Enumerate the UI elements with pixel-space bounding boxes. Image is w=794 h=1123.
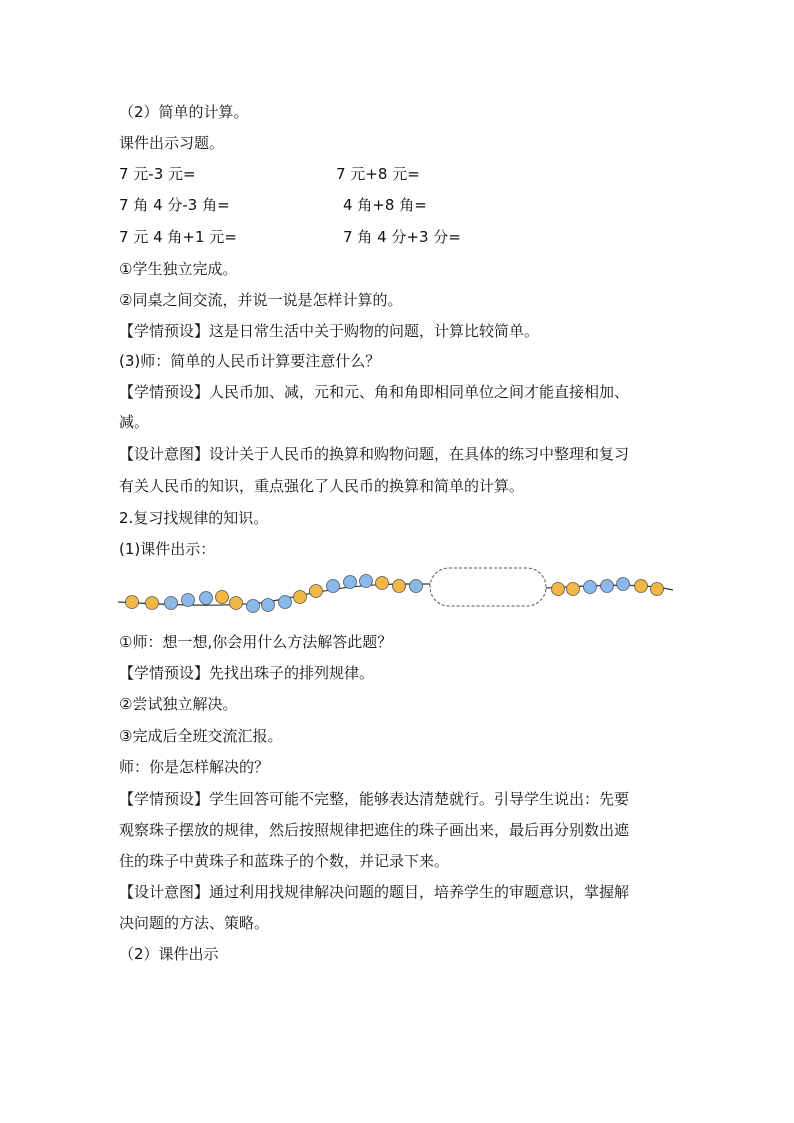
yellow-bead [216, 591, 229, 604]
yellow-bead [635, 580, 648, 593]
blue-bead [165, 597, 178, 610]
yellow-bead [552, 583, 565, 596]
blue-bead [279, 596, 292, 609]
text-line: ①师：想一想,你会用什么方法解答此题？ [119, 633, 393, 651]
yellow-bead [126, 596, 139, 609]
text-line: 住的珠子中黄珠子和蓝珠子的个数，并记录下来。 [119, 852, 450, 870]
text-line: 观察珠子摆放的规律，然后按照规律把遮住的珠子画出来，最后再分别数出遮 [119, 821, 630, 839]
yellow-bead [651, 583, 664, 596]
text-line: 【学情预设】人民币加、减，元和元、角和角即相同单位之间才能直接相加、 [119, 383, 630, 401]
exercise-item: 4 角+8 角= [343, 196, 427, 214]
blue-bead [200, 592, 213, 605]
blue-bead [360, 575, 373, 588]
text-line: 【学情预设】学生回答可能不完整，能够表达清楚就行。引导学生说出：先要 [119, 790, 630, 808]
blue-bead [262, 599, 275, 612]
blue-bead [410, 580, 423, 593]
blue-bead [617, 578, 630, 591]
text-line: 课件出示习题。 [119, 134, 225, 152]
text-line: ②同桌之间交流，并说一说是怎样计算的。 [119, 291, 403, 309]
text-line: 减。 [119, 413, 150, 431]
blue-bead [601, 580, 614, 593]
exercise-item: 7 角 4 分-3 角= [119, 196, 230, 214]
blue-bead [247, 600, 260, 613]
text-line: ①学生独立完成。 [119, 260, 238, 278]
yellow-bead [567, 583, 580, 596]
text-line: ②尝试独立解决。 [119, 695, 238, 713]
exercise-item: 7 角 4 分+3 分= [343, 228, 461, 246]
text-line: 师：你是怎样解决的？ [119, 758, 270, 776]
text-line: 【学情预设】这是日常生活中关于购物的问题，计算比较简单。 [119, 322, 540, 340]
text-line: (3)师：简单的人民币计算要注意什么？ [119, 352, 381, 370]
blue-bead [344, 576, 357, 589]
yellow-bead [230, 597, 243, 610]
text-line: 2.复习找规律的知识。 [119, 509, 269, 527]
text-line: 【学情预设】先找出珠子的排列规律。 [119, 664, 375, 682]
blue-bead [584, 581, 597, 594]
section-heading: （2）简单的计算。 [119, 103, 249, 121]
text-line: 决问题的方法、策略。 [119, 914, 270, 932]
text-line: 【设计意图】通过利用找规律解决问题的题目，培养学生的审题意识，掌握解 [119, 883, 630, 901]
text-line: 有关人民币的知识，重点强化了人民币的换算和简单的计算。 [119, 477, 525, 495]
yellow-bead [376, 577, 389, 590]
blue-bead [327, 580, 340, 593]
exercise-item: 7 元+8 元= [336, 165, 420, 183]
bead-string-figure [118, 562, 673, 618]
bead-group [126, 575, 664, 613]
yellow-bead [310, 585, 323, 598]
text-line: 【设计意图】设计关于人民币的换算和购物问题，在具体的练习中整理和复习 [119, 445, 630, 463]
text-line: (1)课件出示： [119, 540, 216, 558]
exercise-item: 7 元 4 角+1 元= [119, 228, 237, 246]
yellow-bead [146, 597, 159, 610]
text-line: ③完成后全班交流汇报。 [119, 727, 283, 745]
hidden-bead-cover [430, 568, 546, 606]
yellow-bead [393, 580, 406, 593]
section-heading: （2）课件出示 [119, 945, 219, 963]
exercise-item: 7 元-3 元= [119, 165, 196, 183]
yellow-bead [294, 591, 307, 604]
blue-bead [182, 594, 195, 607]
